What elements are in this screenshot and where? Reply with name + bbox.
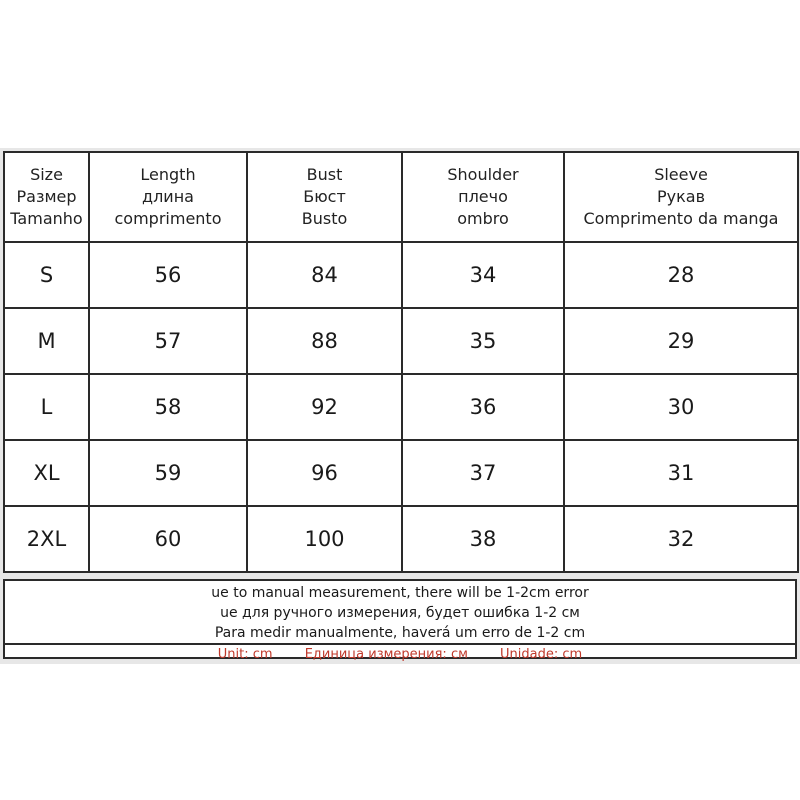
cell-size: S — [4, 242, 89, 308]
note-english: ue to manual measurement, there will be 1-2cm error — [211, 585, 589, 601]
note-portuguese: Para medir manualmente, haverá um erro de 1-2 cm — [214, 625, 586, 641]
cell-length: 60 — [89, 506, 247, 572]
header-sleeve-ru: Рукав — [656, 187, 705, 206]
header-length-ru: длина — [142, 187, 194, 206]
header-shoulder — [402, 152, 564, 242]
table-row — [4, 506, 798, 572]
cell-bust: 100 — [247, 506, 402, 572]
cell-bust: 88 — [247, 308, 402, 374]
header-sleeve-pt: Comprimento da manga — [583, 209, 779, 228]
header-size-pt: Tamanho — [10, 209, 83, 228]
table-header-row — [4, 152, 798, 242]
note-russian: ue для ручного измерения, будет ошибка 1-2 см — [220, 605, 580, 621]
unit-portuguese: Unidade: cm — [500, 647, 583, 662]
table-row — [4, 374, 798, 440]
header-bust-pt: Busto — [301, 209, 348, 228]
cell-size: M — [4, 308, 89, 374]
header-shoulder-pt: ombro — [457, 209, 509, 228]
size-chart-panel — [0, 148, 800, 664]
header-size-en: Size — [30, 165, 63, 184]
cell-shoulder: 38 — [402, 506, 564, 572]
cell-sleeve: 32 — [564, 506, 798, 572]
header-bust-en: Bust — [306, 165, 343, 184]
size-chart-table — [3, 151, 799, 573]
cell-length: 56 — [89, 242, 247, 308]
header-length-pt: comprimento — [114, 209, 222, 228]
table-row — [4, 440, 798, 506]
header-length-en: Length — [140, 165, 196, 184]
header-bust-ru: Бюст — [303, 187, 346, 206]
cell-length: 57 — [89, 308, 247, 374]
cell-size: 2XL — [4, 506, 89, 572]
cell-size: XL — [4, 440, 89, 506]
header-size — [4, 152, 89, 242]
cell-bust: 84 — [247, 242, 402, 308]
header-sleeve-en: Sleeve — [654, 165, 708, 184]
unit-russian: Единица измерения: см — [304, 647, 468, 662]
cell-bust: 92 — [247, 374, 402, 440]
cell-length: 58 — [89, 374, 247, 440]
cell-shoulder: 34 — [402, 242, 564, 308]
cell-size: L — [4, 374, 89, 440]
unit-english: Unit: cm — [217, 647, 273, 662]
cell-sleeve: 30 — [564, 374, 798, 440]
header-shoulder-ru: плечо — [458, 187, 508, 206]
header-size-ru: Размер — [16, 187, 77, 206]
cell-sleeve: 29 — [564, 308, 798, 374]
cell-shoulder: 36 — [402, 374, 564, 440]
cell-bust: 96 — [247, 440, 402, 506]
unit-line — [5, 643, 795, 667]
cell-sleeve: 28 — [564, 242, 798, 308]
table-row — [4, 308, 798, 374]
cell-length: 59 — [89, 440, 247, 506]
header-shoulder-en: Shoulder — [447, 165, 519, 184]
header-length — [89, 152, 247, 242]
header-sleeve — [564, 152, 798, 242]
header-bust — [247, 152, 402, 242]
table-row — [4, 242, 798, 308]
cell-shoulder: 35 — [402, 308, 564, 374]
measurement-notes — [3, 579, 797, 662]
cell-sleeve: 31 — [564, 440, 798, 506]
cell-shoulder: 37 — [402, 440, 564, 506]
